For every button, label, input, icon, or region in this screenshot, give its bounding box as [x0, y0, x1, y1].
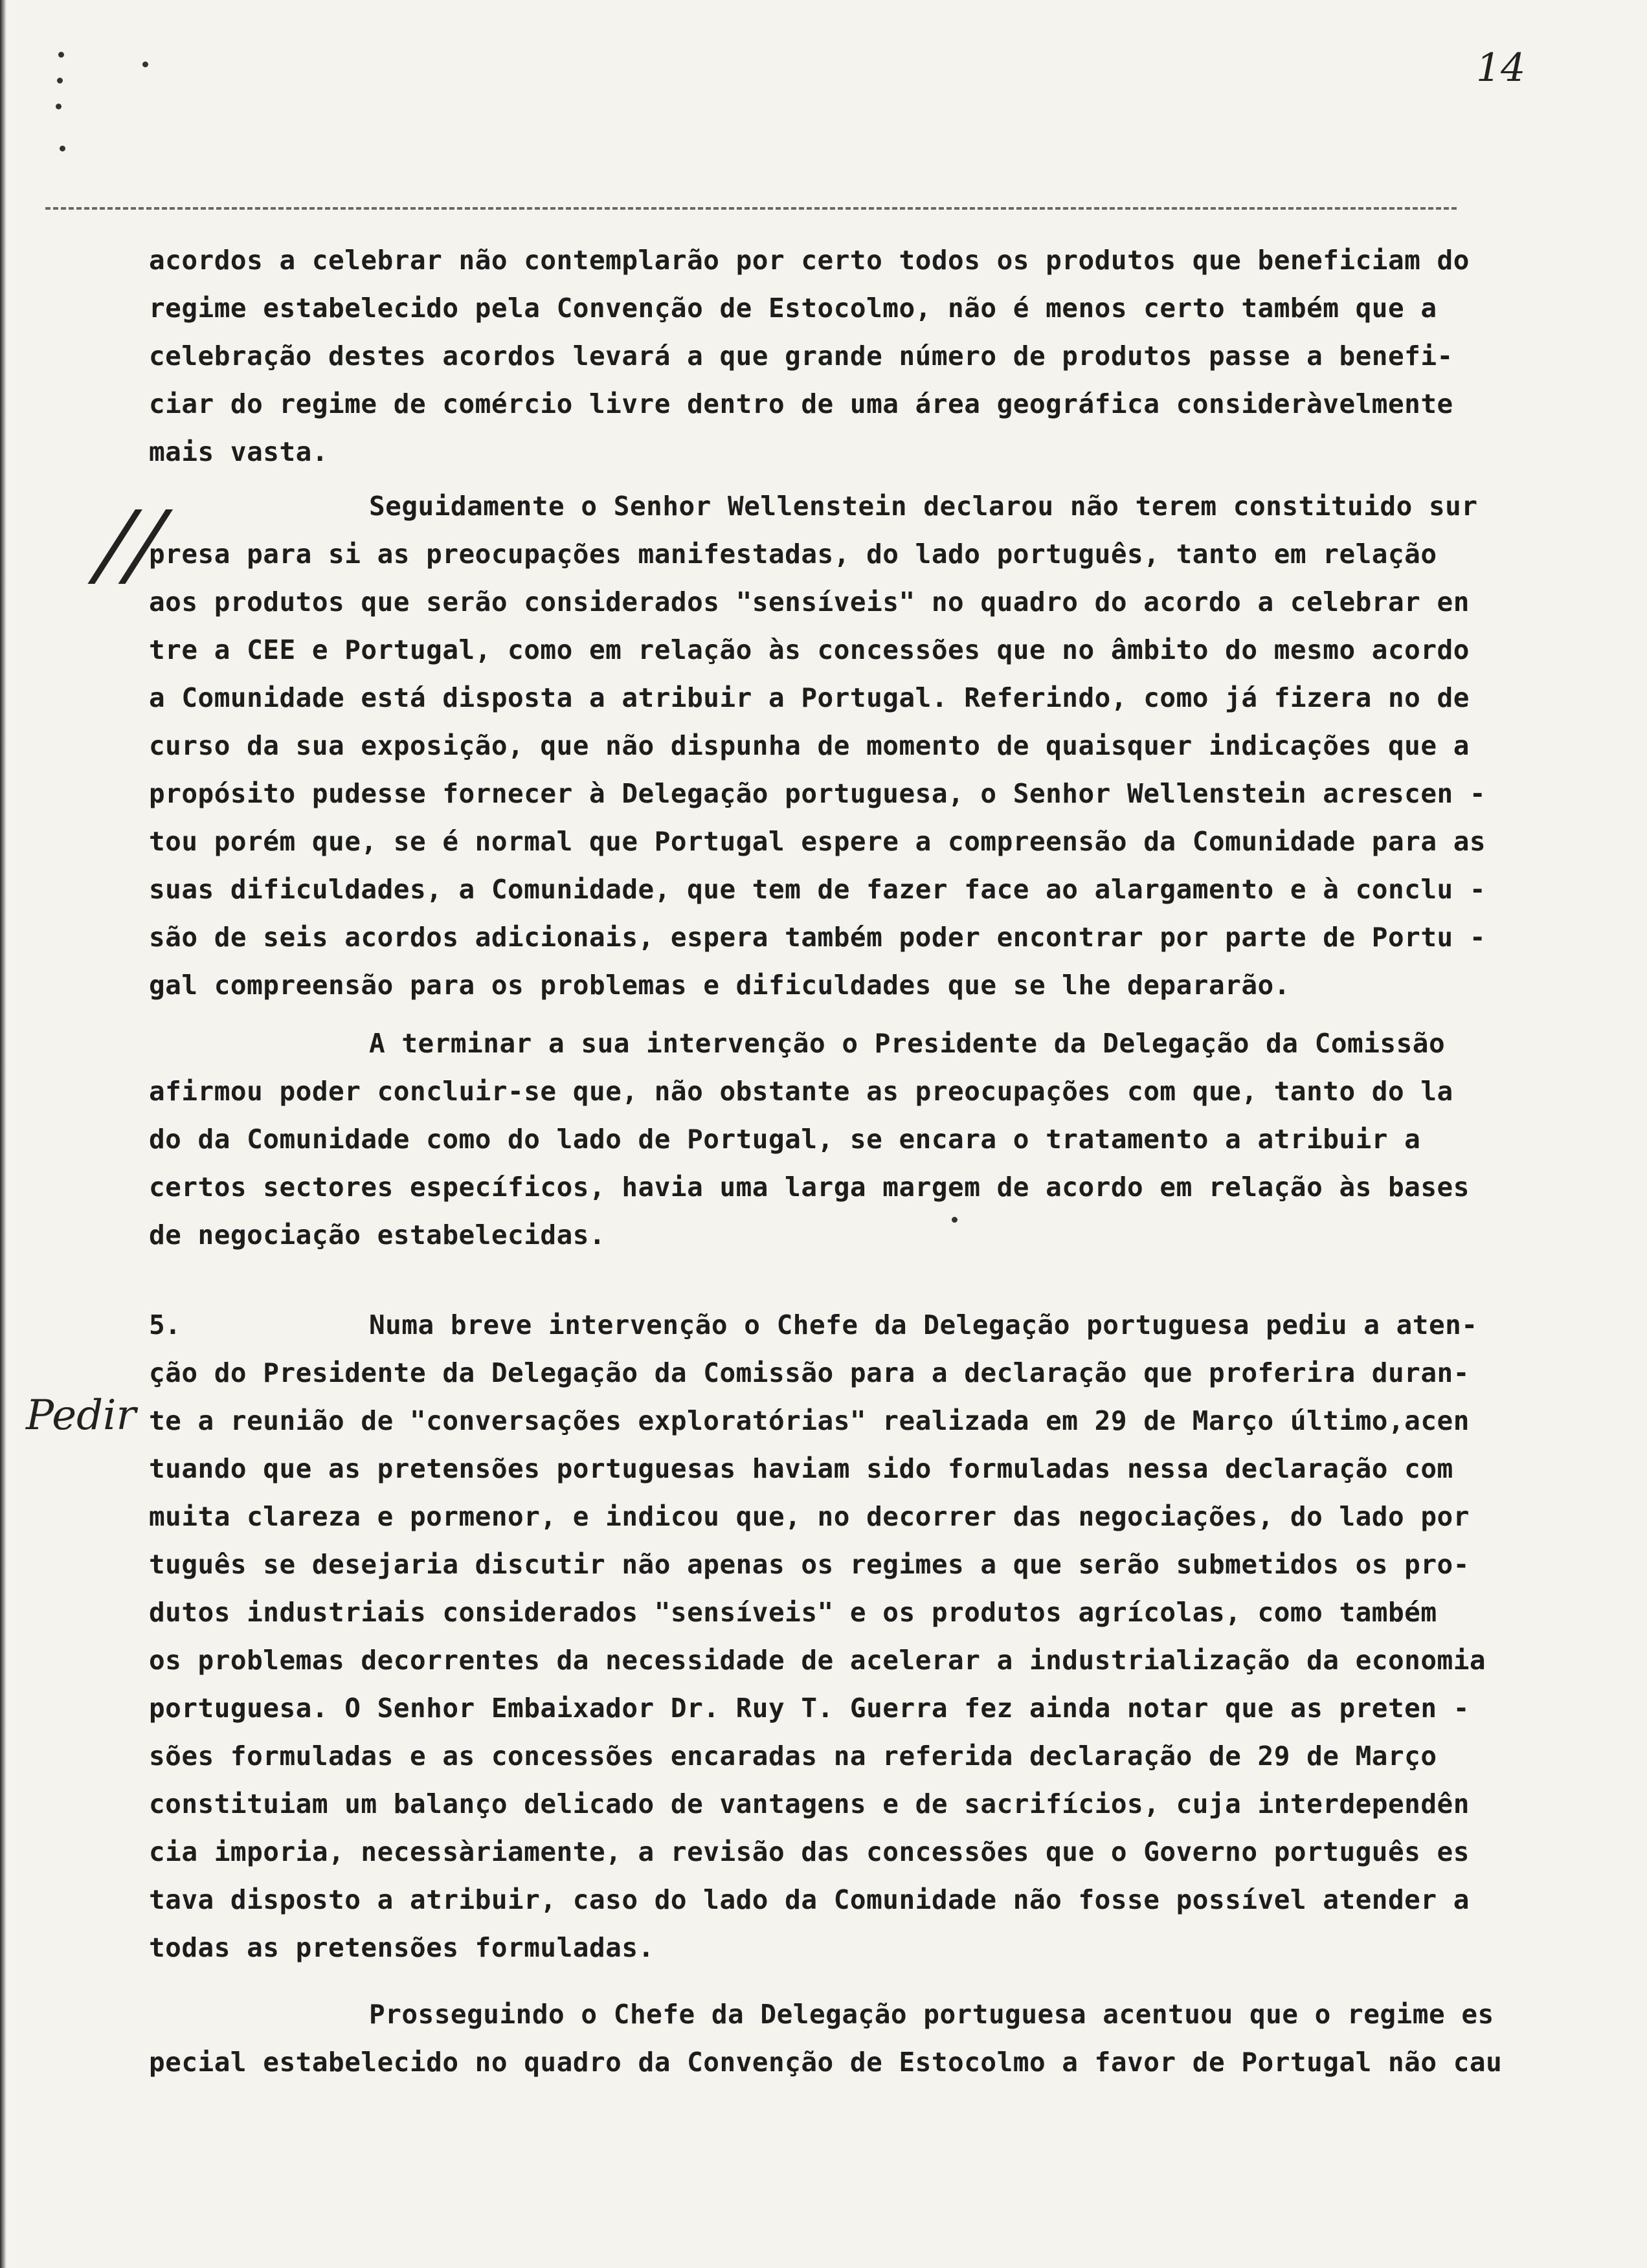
text-line: a Comunidade está disposta a atribuir a Portugal. Referindo, como já fizera no de: [149, 682, 1470, 713]
text-line: afirmou poder concluir-se que, não obstante as preocupações com que, tanto do la: [149, 1076, 1453, 1107]
text-line: pecial estabelecido no quadro da Convenção de Estocolmo a favor de Portugal não cau: [149, 2047, 1503, 2078]
scan-speck: [142, 61, 148, 67]
scan-speck: [60, 146, 65, 151]
text-line: tuguês se desejaria discutir não apenas os regimes a que serão submetidos os pro-: [149, 1549, 1470, 1580]
text-line: propósito pudesse fornecer à Delegação portuguesa, o Senhor Wellenstein acrescen -: [149, 778, 1486, 809]
top-rule: [45, 207, 1457, 210]
text-line: tou porém que, se é normal que Portugal espere a compreensão da Comunidade para as: [149, 826, 1486, 857]
scan-speck: [57, 78, 63, 83]
text-line: Prosseguindo o Chefe da Delegação portuguesa acentuou que o regime es: [369, 1999, 1494, 2030]
text-line: dutos industriais considerados "sensíveis" e os produtos agrícolas, como também: [149, 1597, 1437, 1628]
text-line: te a reunião de "conversações exploratórias" realizada em 29 de Março último,acen: [149, 1405, 1470, 1436]
text-line: gal compreensão para os problemas e dificuldades que se lhe depararão.: [149, 970, 1290, 1001]
text-line: são de seis acordos adicionais, espera também poder encontrar por parte de Portu -: [149, 922, 1486, 953]
text-line: sões formuladas e as concessões encaradas na referida declaração de 29 de Março: [149, 1740, 1437, 1772]
text-line: cia imporia, necessàriamente, a revisão das concessões que o Governo português es: [149, 1836, 1470, 1867]
paragraph-prosseguindo: [149, 1990, 1508, 2086]
text-line: de negociação estabelecidas.: [149, 1219, 606, 1251]
text-line: do da Comunidade como do lado de Portugal, se encara o tratamento a atribuir a: [149, 1124, 1421, 1155]
text-line: tava disposto a atribuir, caso do lado da Comunidade não fosse possível atender a: [149, 1884, 1470, 1915]
paragraph-continuation: [149, 236, 1508, 476]
scan-speck: [58, 52, 64, 58]
text-line: ciar do regime de comércio livre dentro de uma área geográfica consideràvelmente: [149, 388, 1453, 419]
text-line: portuguesa. O Senhor Embaixador Dr. Ruy T. Guerra fez ainda notar que as preten -: [149, 1693, 1470, 1724]
text-line: ção do Presidente da Delegação da Comissão para a declaração que proferira duran-: [149, 1357, 1470, 1388]
page-number: 14: [1476, 45, 1526, 91]
paragraph-conclusion: [149, 1019, 1508, 1259]
text-line: constituiam um balanço delicado de vantagens e de sacrifícios, cuja interdependên: [149, 1788, 1470, 1819]
text-line: os problemas decorrentes da necessidade de acelerar a industrialização da economia: [149, 1645, 1486, 1676]
section-number: 5.: [149, 1309, 181, 1340]
text-line: mais vasta.: [149, 436, 329, 467]
text-line: A terminar a sua intervenção o Presidente da Delegação da Comissão: [369, 1028, 1446, 1059]
scan-left-edge: [0, 0, 6, 2268]
text-line: muita clareza e pormenor, e indicou que, no decorrer das negociações, do lado por: [149, 1501, 1470, 1532]
text-line: tuando que as pretensões portuguesas haviam sido formuladas nessa declaração com: [149, 1453, 1453, 1484]
text-line: Numa breve intervenção o Chefe da Delegação portuguesa pediu a aten-: [369, 1309, 1478, 1340]
paragraph-wellenstein: [149, 482, 1508, 1009]
text-line: celebração destes acordos levará a que grande número de produtos passe a benefi-: [149, 340, 1453, 372]
text-line: presa para si as preocupações manifestadas, do lado português, tanto em relação: [149, 539, 1437, 570]
text-line: todas as pretensões formuladas.: [149, 1932, 655, 1963]
text-line: regime estabelecido pela Convenção de Estocolmo, não é menos certo também que a: [149, 293, 1437, 324]
text-line: suas dificuldades, a Comunidade, que tem de fazer face ao alargamento e à conclu -: [149, 874, 1486, 905]
margin-marks: //: [83, 492, 179, 597]
text-line: certos sectores específicos, havia uma larga margem de acordo em relação às bases: [149, 1172, 1470, 1203]
text-line: Seguidamente o Senhor Wellenstein declarou não terem constituido sur: [369, 491, 1478, 522]
margin-note: Pedir: [26, 1392, 137, 1440]
scan-speck: [56, 104, 62, 109]
text-line: curso da sua exposição, que não dispunha de momento de quaisquer indicações que a: [149, 730, 1470, 761]
text-line: tre a CEE e Portugal, como em relação às concessões que no âmbito do mesmo acordo: [149, 634, 1470, 665]
text-line: aos produtos que serão considerados "sensíveis" no quadro do acordo a celebrar en: [149, 586, 1470, 617]
paragraph-section-5: [149, 1301, 1508, 1972]
text-line: acordos a celebrar não contemplarão por certo todos os produtos que beneficiam do: [149, 245, 1470, 276]
